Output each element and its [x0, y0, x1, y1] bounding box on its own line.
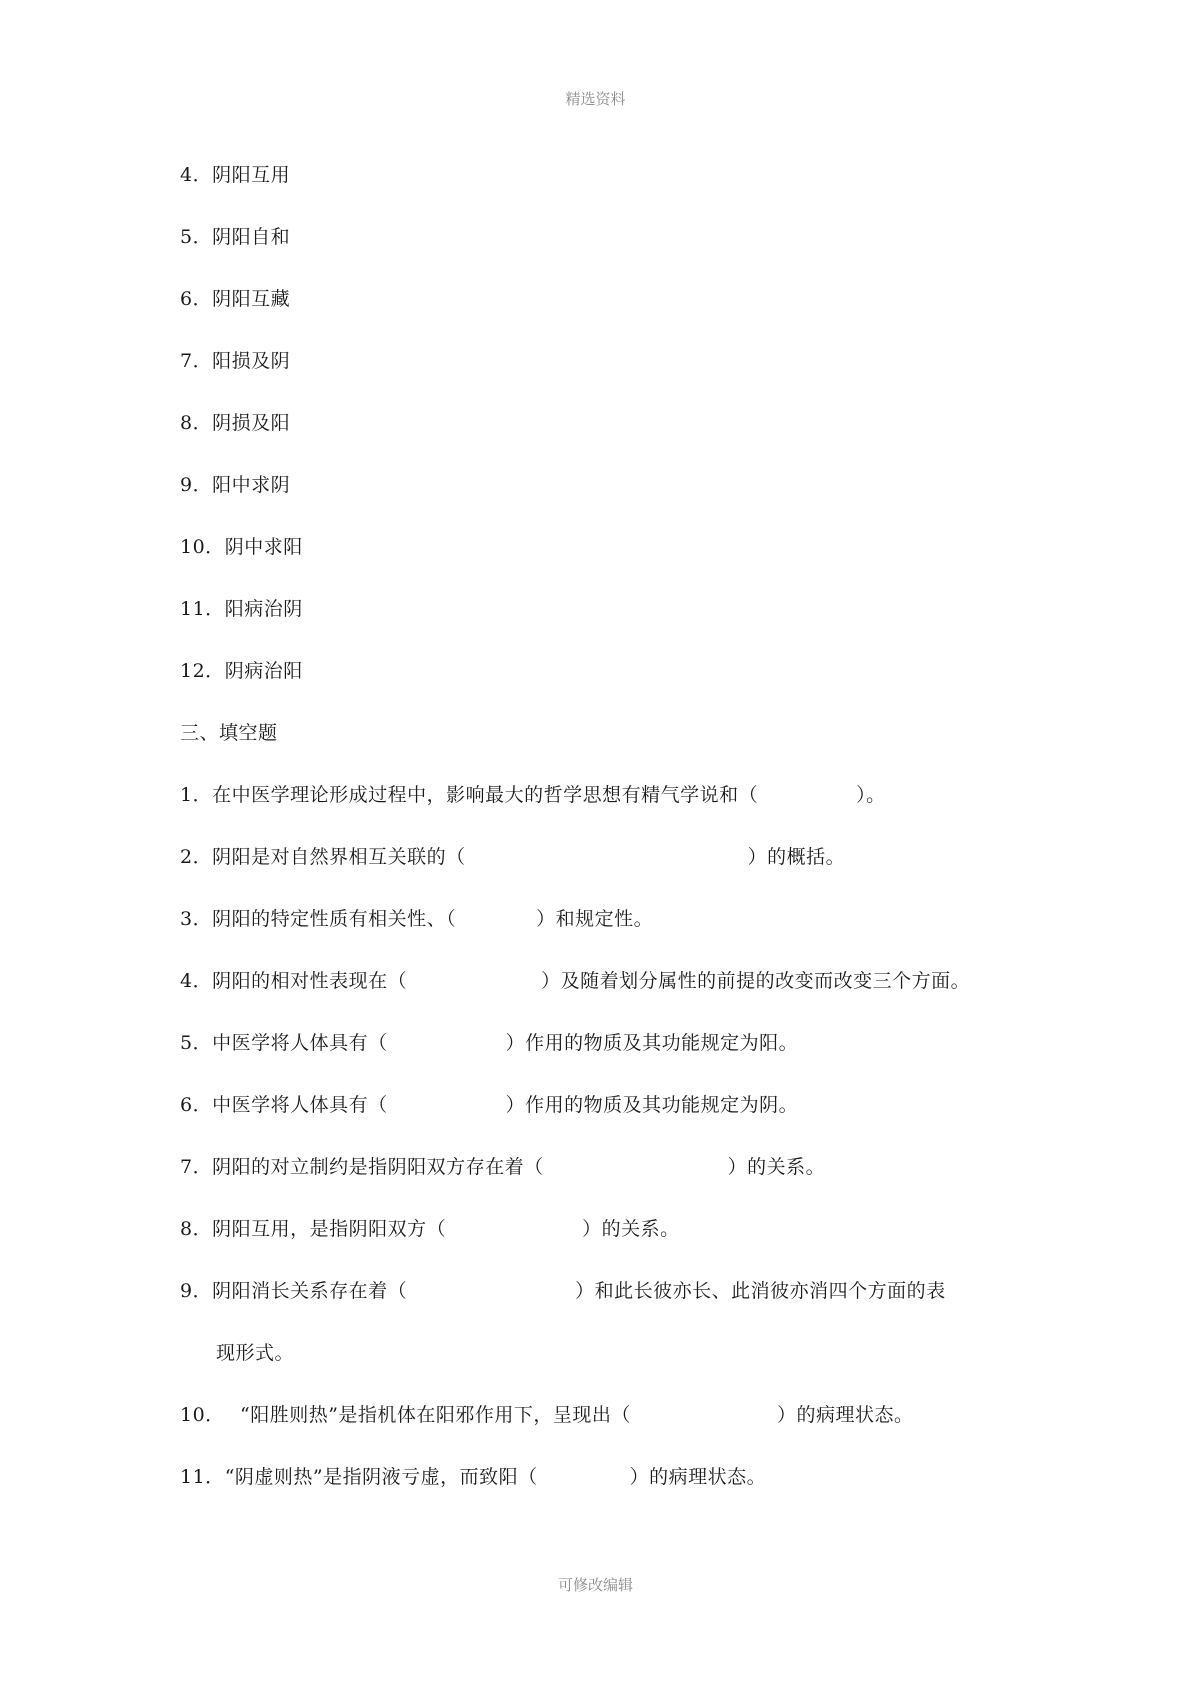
question-text-before: 阴阳的对立制约是指阴阳双方存在着（ — [212, 1156, 544, 1178]
item-text: 阴病治阳 — [224, 660, 303, 682]
item-number: 5． — [180, 226, 213, 248]
question-item — [180, 1462, 1040, 1524]
question-item — [180, 1214, 1040, 1276]
list-item — [180, 284, 1040, 346]
list-item — [180, 160, 1040, 222]
question-text-before: 在中医学理论形成过程中，影响最大的哲学思想有精气学说和（ — [212, 784, 759, 806]
question-number: 11． — [180, 1466, 225, 1488]
question-number: 6． — [180, 1094, 213, 1116]
question-number: 10． — [180, 1404, 225, 1426]
question-text-before: 中医学将人体具有（ — [212, 1032, 388, 1054]
question-item — [180, 1028, 1040, 1090]
item-text: 阴损及阳 — [212, 412, 291, 434]
item-text: 阳病治阴 — [224, 598, 303, 620]
question-item — [180, 1400, 1040, 1462]
list-item — [180, 408, 1040, 470]
question-number: 8． — [180, 1218, 213, 1240]
question-text-after: ）作用的物质及其功能规定为阴。 — [505, 1094, 799, 1116]
question-text-before: 阴阳的特定性质有相关性、（ — [212, 908, 457, 930]
item-text: 阴中求阳 — [224, 536, 303, 558]
question-text-before: 阴阳是对自然界相互关联的（ — [212, 846, 466, 868]
question-item — [180, 1152, 1040, 1214]
list-item — [180, 656, 1040, 718]
question-text-after: ）及随着划分属性的前提的改变而改变三个方面。 — [541, 970, 971, 992]
question-text-before: 阴阳的相对性表现在（ — [212, 970, 408, 992]
list-item — [180, 532, 1040, 594]
item-text: 阴阳互藏 — [212, 288, 291, 310]
item-number: 7． — [180, 350, 213, 372]
question-item — [180, 966, 1040, 1028]
question-number: 9． — [180, 1280, 213, 1302]
question-text-after: ）的病理状态。 — [776, 1404, 914, 1426]
item-number: 4． — [180, 164, 213, 186]
question-item — [180, 1276, 1040, 1338]
list-item — [180, 594, 1040, 656]
item-number: 10． — [180, 536, 225, 558]
question-text-after: ）和此长彼亦长、此消彼亦消四个方面的表 — [575, 1280, 946, 1302]
question-number: 4． — [180, 970, 213, 992]
question-text-before: 阴阳互用，是指阴阳双方（ — [212, 1218, 447, 1240]
question-number: 1． — [180, 784, 213, 806]
item-text: 阴阳自和 — [212, 226, 291, 248]
section-title: 三、填空题 — [180, 722, 278, 744]
question-text-after: ）。 — [856, 784, 886, 806]
question-text-before: 阴阳消长关系存在着（ — [212, 1280, 408, 1302]
question-item — [180, 1090, 1040, 1152]
item-number: 11． — [180, 598, 225, 620]
question-item — [180, 904, 1040, 966]
question-continuation: 现形式。 — [216, 1342, 295, 1364]
question-number: 5． — [180, 1032, 213, 1054]
question-item — [180, 780, 1040, 842]
item-number: 9． — [180, 474, 213, 496]
item-number: 6． — [180, 288, 213, 310]
question-number: 3． — [180, 908, 213, 930]
document-body — [180, 160, 1040, 1524]
question-text-after: ）的关系。 — [582, 1218, 680, 1240]
item-number: 8． — [180, 412, 213, 434]
question-number: 2． — [180, 846, 213, 868]
question-text-after: ）的关系。 — [727, 1156, 826, 1178]
item-number: 12． — [180, 660, 225, 682]
question-text-after: ）的病理状态。 — [629, 1466, 767, 1488]
question-text-before: “阴虚则热”是指阴液亏虚，而致阳（ — [224, 1466, 538, 1488]
page-header: 精选资料 — [565, 90, 626, 108]
item-text: 阴阳互用 — [212, 164, 291, 186]
question-item — [180, 842, 1040, 904]
list-item — [180, 222, 1040, 284]
question-text-after: ）的概括。 — [747, 846, 846, 868]
item-text: 阳中求阴 — [212, 474, 291, 496]
question-text-before: 中医学将人体具有（ — [212, 1094, 388, 1116]
question-number: 7． — [180, 1156, 213, 1178]
list-item — [180, 470, 1040, 532]
list-item — [180, 346, 1040, 408]
question-text-after: ）作用的物质及其功能规定为阳。 — [505, 1032, 799, 1054]
item-text: 阳损及阴 — [212, 350, 291, 372]
question-text-before: “阳胜则热”是指机体在阳邪作用下，呈现出（ — [240, 1404, 631, 1426]
question-text-after: ）和规定性。 — [536, 908, 654, 930]
page-footer: 可修改编辑 — [557, 1576, 633, 1594]
